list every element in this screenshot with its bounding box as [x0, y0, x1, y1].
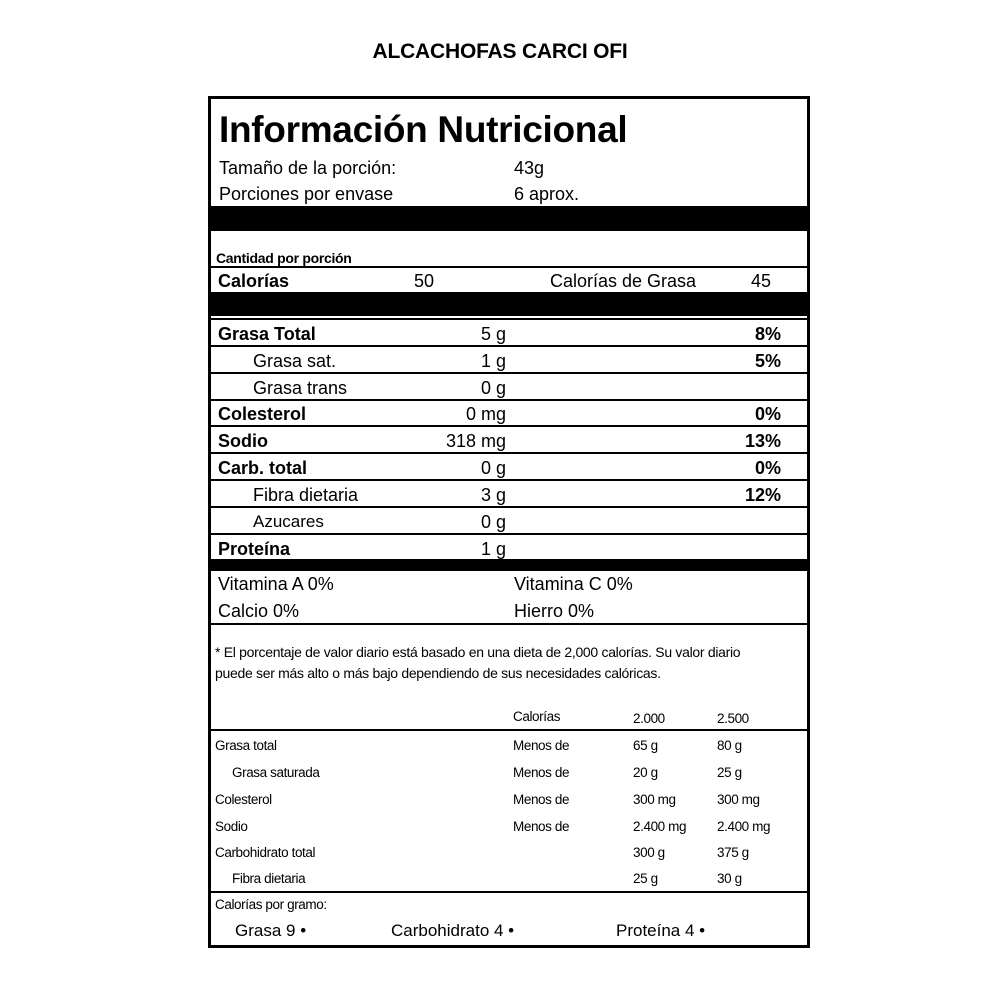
reference-header-2000: 2.000 [633, 711, 665, 726]
reference-2500: 25 g [717, 765, 742, 780]
nutrient-amount: 318 mg [445, 431, 506, 451]
nutrient-amount: 1 g [480, 539, 506, 559]
reference-qualifier: Menos de [513, 738, 570, 753]
vitamin-c: Vitamina C 0% [514, 574, 633, 594]
nutrient-amount: 0 g [480, 512, 506, 532]
nutrient-name: Colesterol [218, 404, 307, 424]
nutrient-name: Grasa Total [218, 324, 316, 344]
reference-2500: 30 g [717, 871, 742, 886]
footnote-line-2: puede ser más alto o más bajo dependiendo de sus necesidades calóricas. [215, 665, 661, 681]
nutrient-daily-value: 13% [744, 431, 781, 451]
nutrient-name: Grasa trans [253, 378, 348, 398]
nutrient-amount: 1 g [480, 351, 506, 371]
nutrient-amount: 0 g [480, 378, 506, 398]
thick-divider [211, 206, 807, 231]
reference-nutrient: Grasa saturada [232, 765, 320, 780]
reference-qualifier: Menos de [513, 792, 570, 807]
reference-2500: 2.400 mg [717, 819, 771, 834]
fat-calories-value: 45 [751, 271, 772, 291]
vitamin-a: Vitamina A 0% [218, 574, 334, 594]
reference-2000: 20 g [633, 765, 658, 780]
divider [211, 479, 807, 481]
reference-nutrient: Sodio [215, 819, 248, 834]
nutrient-name: Azucares [253, 512, 324, 531]
nutrient-daily-value: 12% [744, 485, 781, 505]
serving-size-label: Tamaño de la porción: [219, 158, 397, 178]
nutrient-daily-value: 0% [754, 404, 781, 424]
reference-2500: 300 mg [717, 792, 760, 807]
nutrient-name: Carb. total [218, 458, 308, 478]
serving-size-value: 43g [514, 158, 545, 178]
divider [211, 506, 807, 508]
divider [211, 318, 807, 320]
reference-nutrient: Grasa total [215, 738, 277, 753]
reference-nutrient: Colesterol [215, 792, 272, 807]
iron: Hierro 0% [514, 601, 595, 621]
nutrient-amount: 0 g [480, 458, 506, 478]
reference-nutrient: Carbohidrato total [215, 845, 316, 860]
nutrient-name: Proteína [218, 539, 291, 559]
divider [211, 533, 807, 535]
reference-2000: 65 g [633, 738, 658, 753]
nutrient-name: Sodio [218, 431, 268, 451]
nutrient-daily-value: 0% [754, 458, 781, 478]
divider [211, 452, 807, 454]
divider [211, 891, 807, 893]
nutrient-name: Grasa sat. [253, 351, 337, 371]
nutrient-name: Fibra dietaria [253, 485, 359, 505]
reference-header-label: Calorías [513, 709, 561, 724]
divider [211, 399, 807, 401]
divider [211, 623, 807, 625]
panel-title: Información Nutricional [219, 109, 628, 150]
reference-2500: 375 g [717, 845, 749, 860]
reference-2000: 300 g [633, 845, 665, 860]
calcium: Calcio 0% [218, 601, 300, 621]
calories-per-gram-label: Calorías por gramo: [215, 897, 327, 912]
amount-per-serving: Cantidad por porción [216, 250, 352, 266]
calories-value: 50 [414, 271, 435, 291]
nutrient-daily-value: 8% [754, 324, 781, 344]
divider [211, 729, 807, 731]
nutrient-amount: 5 g [480, 324, 506, 344]
calories-per-gram-carb: Carbohidrato 4 • [391, 921, 515, 940]
reference-2500: 80 g [717, 738, 742, 753]
reference-qualifier: Menos de [513, 765, 570, 780]
nutrition-facts-panel [208, 96, 810, 948]
thick-divider [211, 292, 807, 316]
servings-per-container-label: Porciones por envase [219, 184, 394, 204]
fat-calories-label: Calorías de Grasa [550, 271, 697, 291]
reference-header-2500: 2.500 [717, 711, 749, 726]
divider [211, 345, 807, 347]
divider [211, 425, 807, 427]
calories-per-gram-protein: Proteína 4 • [616, 921, 706, 940]
thick-divider [211, 559, 807, 571]
divider [211, 372, 807, 374]
product-name: ALCACHOFAS CARCI OFI [372, 40, 628, 63]
calories-label: Calorías [218, 271, 290, 291]
reference-qualifier: Menos de [513, 819, 570, 834]
nutrient-daily-value: 5% [754, 351, 781, 371]
reference-nutrient: Fibra dietaria [232, 871, 306, 886]
reference-2000: 2.400 mg [633, 819, 687, 834]
calories-per-gram-fat: Grasa 9 • [235, 921, 307, 940]
reference-2000: 300 mg [633, 792, 676, 807]
servings-per-container-value: 6 aprox. [514, 184, 580, 204]
nutrient-amount: 3 g [480, 485, 506, 505]
reference-2000: 25 g [633, 871, 658, 886]
divider [211, 266, 807, 268]
footnote-line-1: * El porcentaje de valor diario está basado en una dieta de 2,000 calorías. Su valor diario [215, 644, 741, 660]
nutrient-amount: 0 mg [465, 404, 506, 424]
